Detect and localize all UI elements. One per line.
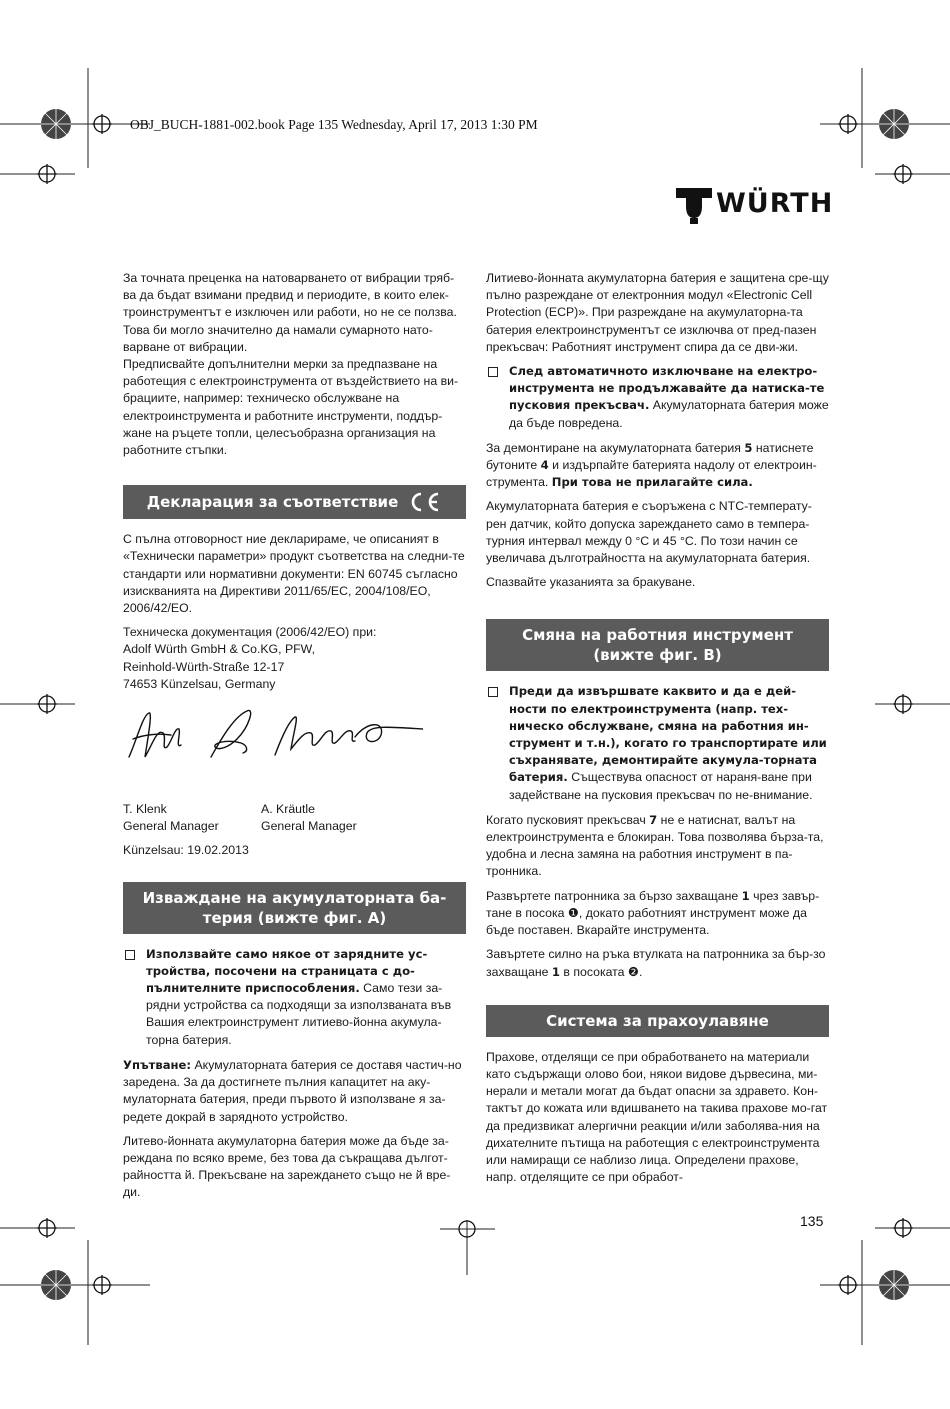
place-and-date: Künzelsau: 19.02.2013 bbox=[123, 843, 249, 858]
technical-documentation-block bbox=[123, 624, 466, 693]
text-run: натиснете бутоните bbox=[486, 440, 814, 473]
ref-number: 5 bbox=[744, 440, 753, 455]
battery-removal-heading-line: терия (вижте фиг. A) bbox=[202, 908, 387, 927]
text-run: не е натиснат, валът на електроинструмента е блокиран. Това позволява бърза-та, удобна и лесна замяна на работния инструмент в па-тронника. bbox=[486, 812, 824, 879]
note-label: Упътване: bbox=[123, 1057, 192, 1072]
tool-change-heading-line: (вижте фиг. B) bbox=[593, 646, 722, 665]
print-header-line: OBJ_BUCH-1881-002.book Page 135 Wednesday, April 17, 2013 1:30 PM bbox=[130, 117, 538, 132]
note-paragraph bbox=[123, 1057, 466, 1126]
battery-removal-heading bbox=[123, 882, 466, 934]
declaration-heading bbox=[123, 485, 466, 519]
tool-change-heading bbox=[486, 619, 829, 671]
ecp-paragraph: Литиево-йонната акумулаторна батерия е защитена сре-щу пълно разреждане от електронния модул «Electronic Cell Protection (ECP)». При разреждане на акумулаторна-та батерия електроинструментът се изключва от пред-пазен прекъсвач: Работният инструмент спира да се дви-жи. bbox=[486, 271, 829, 354]
spindle-lock-paragraph bbox=[486, 812, 829, 881]
battery-removal-warning-item bbox=[486, 683, 829, 803]
right-column bbox=[486, 270, 829, 1193]
text-run: Когато пусковият прекъсвач bbox=[486, 812, 650, 827]
text-run: чрез завър-тане в посока bbox=[486, 888, 820, 920]
battery-removal-paragraph bbox=[486, 440, 829, 492]
declaration-paragraph: С пълна отговорност ние декларираме, че описаният в «Технически параметри» продукт съответства на следни-те стандарти или нормативни документи: EN 60745 съгласно изискванията на Директиви 2011/65/EC, 2004/108/EO, 2006/42/EO. bbox=[123, 532, 465, 616]
bold-instruction: След автоматичното изключване на електро-инструмента не продължавайте да натиска-те пусковия прекъсвач. bbox=[509, 364, 825, 413]
wurth-logo-text: WÜRTH bbox=[716, 188, 834, 219]
ref-number: 1 bbox=[741, 888, 750, 903]
handwritten-signatures bbox=[123, 699, 423, 779]
instruction-text: Съществува опасност от нараня-ване при задействане на пусковия прекъсвач по не-внимание. bbox=[509, 770, 813, 802]
wurth-logo-mark-icon bbox=[676, 188, 712, 224]
ref-number: 4 bbox=[540, 458, 549, 473]
switch-warning-item bbox=[486, 363, 829, 432]
note-text: Акумулаторната батерия се доставя частич-но заредена. За да достигнете пълния капацитет на аку-мулаторната батерия, преди първото й използване я за-редете докрай в зарядното устройство. bbox=[123, 1057, 462, 1124]
tech-doc-line: Reinhold-Würth-Straße 12-17 bbox=[123, 659, 285, 674]
signatory-name: T. Klenk bbox=[123, 802, 167, 817]
ce-mark-icon bbox=[408, 491, 442, 513]
declaration-heading-text: Декларация за съответствие bbox=[146, 493, 399, 512]
disposal-paragraph: Спазвайте указанията за бракуване. bbox=[486, 575, 696, 590]
charger-warning-item bbox=[123, 946, 466, 1049]
page-number: 135 bbox=[800, 1213, 824, 1229]
instruction-text: Акумулаторната батерия може да бъде повредена. bbox=[509, 398, 829, 430]
text-run: За демонтиране на акумулаторната батерия bbox=[486, 440, 745, 455]
vibration-paragraph-2: Предписвайте допълнителни мерки за предпазване на работещия с електроинструмента от въздействието на ви-брациите, например: техническо обслужване на електроинструмента и работните инструменти, поддър-жане на ръцете топли, целесъобразна организация на работните стъпки. bbox=[123, 357, 459, 458]
ref-number: 1 bbox=[551, 964, 560, 979]
bold-instruction: При това не прилагайте сила. bbox=[551, 475, 753, 490]
close-chuck-paragraph bbox=[486, 946, 829, 980]
tool-change-heading-line: Смяна на работния инструмент bbox=[522, 626, 793, 645]
direction-1-icon: ❶ bbox=[567, 905, 579, 920]
tech-doc-line: 74653 Künzelsau, Germany bbox=[123, 676, 276, 691]
charging-paragraph: Литево-йонната акумулаторна батерия може да бъде за-реждана по всяко време, без това да съкращава дългот-райността й. Прекъсване на зареждането също не й вре-ди. bbox=[123, 1133, 451, 1200]
vibration-paragraph-1: За точната преценка на натоварването от вибрации тряб-ва да бъдат взимани предвид и периодите, в които елек-троинструментът е изключен или работи, но не се ползва. Това би могло значително да намали сумарното нато-варване от вибрации. bbox=[123, 271, 457, 354]
tech-doc-line: Adolf Würth GmbH & Co.KG, PFW, bbox=[123, 642, 316, 657]
instruction-text: Само тези за-рядни устройства са подходящи за използваната във Вашия електроинструмент литиево-йонна акумула-торна батерия. bbox=[146, 981, 452, 1047]
text-run: и издърпайте батерията надолу от електроин-струмента. bbox=[486, 458, 817, 490]
ref-number: 7 bbox=[649, 812, 658, 827]
bold-instruction: Преди да извършвате каквито и да е дей-ности по електроинструмента (напр. тех-ническо обслужване, смяна на работния ин-струмент и т.н.), когато го транспортирате или съхранявате, демонтирайте акумула-торната батерия. bbox=[509, 684, 827, 785]
wurth-logo bbox=[676, 187, 832, 225]
text-run: в посоката bbox=[559, 964, 628, 979]
dust-paragraph: Прахове, отделящи се при обработването на материали като съдържащи олово бои, някои видове дървесина, ми-нерали и метали могат да бъдат опасни за здравето. Кон-тактът до кожата или вдишването на такива прахове мо-гат да предизвикат алергични реакции и/или заболява-ния на дихателните пътища на работещия с електроинструмента или намиращи се наблизо лица. Определени прахове, напр. отделящите се при обработ- bbox=[486, 1049, 828, 1185]
ntc-paragraph: Акумулаторната батерия е съоръжена с NTC-температу-рен датчик, който допуска зареждането само в темпера-турния интервал между 0 °C и 45 °C. По този начин се увеличава дълготрайността на акумулаторната батерия. bbox=[486, 499, 812, 566]
tech-doc-line: Техническа документация (2006/42/EO) при: bbox=[123, 625, 377, 640]
dust-extraction-heading: Система за прахоулавяне bbox=[486, 1005, 829, 1037]
signatory-title: General Manager bbox=[261, 819, 357, 834]
signatory-2 bbox=[261, 801, 399, 835]
direction-2-icon: ❷ bbox=[627, 964, 639, 979]
checkbox-bullet-icon bbox=[488, 367, 498, 377]
signatory-1 bbox=[123, 801, 261, 835]
signatory-title: General Manager bbox=[123, 819, 219, 834]
open-chuck-paragraph bbox=[486, 888, 829, 940]
signatories bbox=[123, 801, 466, 835]
text-run: Завъртете силно на ръка втулката на патронника за бър-зо захващане bbox=[486, 947, 826, 979]
left-column bbox=[123, 270, 466, 1209]
bold-instruction: Използвайте само някое от зарядните ус-тройства, посочени на страницата с до-пълнителните приспособления. bbox=[146, 946, 428, 996]
text-run: Развъртете патронника за бързо захващане bbox=[486, 888, 742, 903]
text-run: . bbox=[638, 964, 643, 979]
battery-removal-heading-line: Изваждане на акумулаторната ба- bbox=[142, 888, 447, 907]
signatory-name: A. Kräutle bbox=[261, 802, 315, 817]
checkbox-bullet-icon bbox=[488, 687, 498, 697]
checkbox-bullet-icon bbox=[125, 950, 135, 960]
text-run: , докато работният инструмент може да бъде поставен. Вкарайте инструмента. bbox=[486, 905, 807, 938]
